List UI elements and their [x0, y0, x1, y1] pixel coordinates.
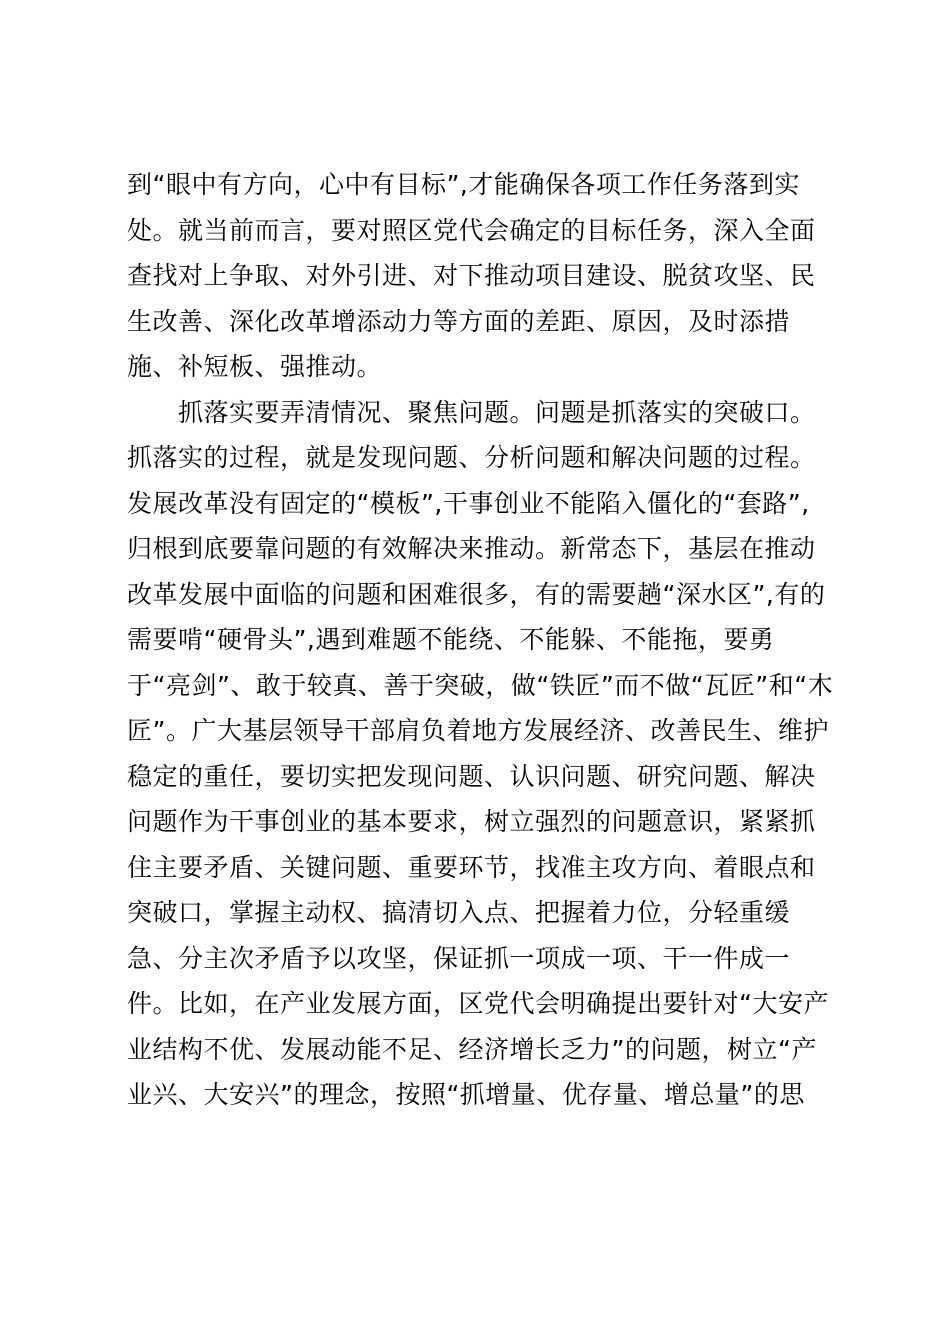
text-line: 归根到底要靠问题的有效解决来推动。新常态下，基层在推动 — [127, 534, 816, 563]
text-line: 业结构不优、发展动能不足、经济增长乏力”的问题，树立“产 — [127, 1034, 817, 1064]
text-line: 到“眼中有方向，心中有目标”,才能确保各项工作任务落到实 — [127, 170, 800, 199]
text-line: 件。比如，在产业发展方面，区党代会明确提出要针对“大安产 — [127, 989, 829, 1018]
text-line: 需要啃“硬骨头”,遇到难题不能绕、不能躲、不能拖，要勇 — [127, 625, 775, 654]
body-text — [127, 162, 847, 1118]
text-line: 急、分主次矛盾予以攻坚，保证抓一项成一项、干一件成一 — [127, 943, 791, 973]
text-line: 查找对上争取、对外引进、对下推动项目建设、脱贫攻坚、民 — [127, 261, 816, 290]
text-line: 抓落实的过程，就是发现问题、分析问题和解决问题的过程。 — [127, 443, 816, 472]
text-line: 改革发展中面临的问题和困难很多，有的需要趟“深水区”,有的 — [127, 579, 826, 609]
text-line: 处。就当前而言，要对照区党代会确定的目标任务，深入全面 — [127, 215, 816, 245]
text-line: 业兴、大安兴”的理念，按照“抓增量、优存量、增总量”的思 — [127, 1080, 805, 1109]
text-line: 施、补短板、强推动。 — [127, 352, 383, 381]
paragraph-start-line: 抓落实要弄清情况、聚焦问题。问题是抓落实的突破口。 — [127, 397, 816, 427]
text-line: 住主要矛盾、关键问题、重要环节，找准主攻方向、着眼点和 — [127, 852, 816, 882]
text-line: 问题作为干事创业的基本要求，树立强烈的问题意识，紧紧抓 — [127, 807, 816, 836]
text-line: 匠”。广大基层领导干部肩负着地方发展经济、改善民生、维护 — [127, 716, 829, 745]
text-line: 稳定的重任，要切实把发现问题、认识问题、研究问题、解决 — [127, 761, 816, 791]
text-line: 突破口，掌握主动权、搞清切入点、把握着力位，分轻重缓 — [127, 898, 791, 927]
text-line: 生改善、深化改革增添动力等方面的差距、原因，及时添措 — [127, 306, 791, 336]
text-line: 发展改革没有固定的“模板”,干事创业不能陷入僵化的“套路”, — [127, 488, 810, 518]
text-line: 于“亮剑”、敢于较真、善于突破，做“铁匠”而不做“瓦匠”和“木 — [127, 670, 834, 700]
